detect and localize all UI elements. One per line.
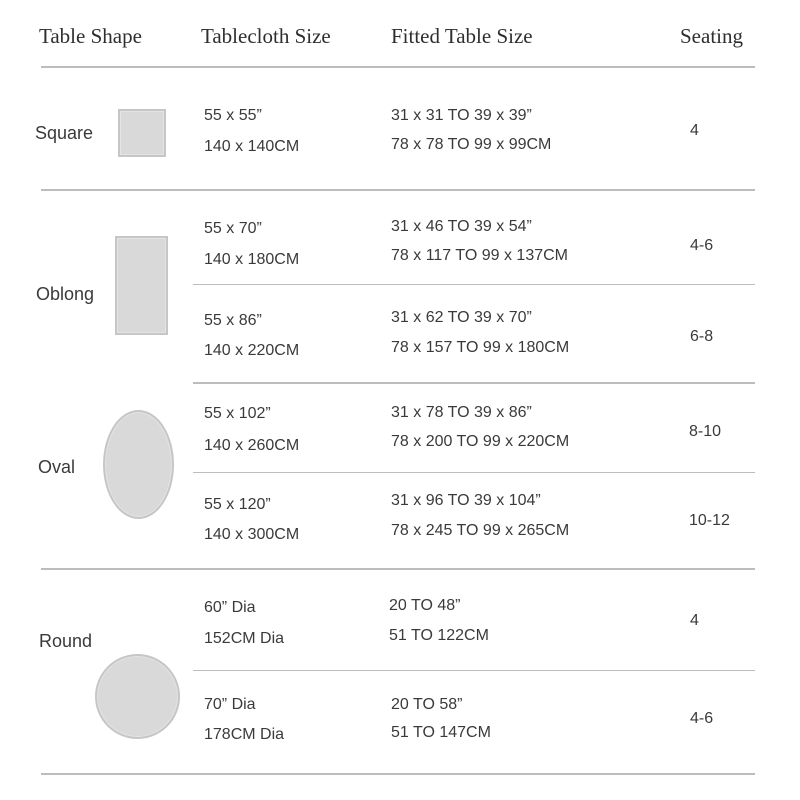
group-divider-square: [41, 189, 755, 191]
header-fitted-table-size: Fitted Table Size: [391, 24, 533, 48]
cloth-cm: 140 x 180CM: [204, 251, 300, 268]
fitted-inches: 20 TO 48”: [389, 597, 461, 614]
cloth-cm: 140 x 260CM: [204, 437, 300, 454]
fitted-cm: 78 x 157 TO 99 x 180CM: [391, 339, 570, 356]
seating-value: 4-6: [690, 237, 714, 254]
group-divider-oblong: [193, 382, 755, 384]
header-tablecloth-size: Tablecloth Size: [201, 24, 331, 48]
row-divider-oblong: [193, 284, 755, 285]
cloth-inches: 55 x 102”: [204, 405, 271, 422]
fitted-inches: 31 x 96 TO 39 x 104”: [391, 492, 541, 509]
cloth-inches: 55 x 120”: [204, 496, 271, 513]
fitted-inches: 31 x 46 TO 39 x 54”: [391, 218, 532, 235]
seating-value: 4: [690, 612, 699, 629]
fitted-cm: 78 x 245 TO 99 x 265CM: [391, 522, 570, 539]
seating-value: 8-10: [689, 423, 722, 440]
fitted-cm: 51 TO 147CM: [391, 724, 491, 741]
fitted-cm: 51 TO 122CM: [389, 627, 489, 644]
header-table-shape: Table Shape: [39, 24, 142, 48]
fitted-cm: 78 x 200 TO 99 x 220CM: [391, 433, 570, 450]
fitted-inches: 31 x 31 TO 39 x 39”: [391, 107, 532, 124]
cloth-cm: 140 x 140CM: [204, 138, 300, 155]
seating-value: 4-6: [690, 710, 714, 727]
header-seating: Seating: [680, 24, 743, 48]
seating-value: 4: [690, 122, 699, 139]
oval-table-icon: [103, 410, 174, 519]
cloth-inches: 55 x 70”: [204, 220, 262, 237]
fitted-inches: 31 x 62 TO 39 x 70”: [391, 309, 532, 326]
cloth-cm: 152CM Dia: [204, 630, 285, 647]
header-divider: [41, 66, 755, 68]
fitted-cm: 78 x 117 TO 99 x 137CM: [391, 247, 568, 264]
cloth-inches: 55 x 55”: [204, 107, 262, 124]
shape-label-oval: Oval: [38, 457, 76, 477]
shape-label-round: Round: [39, 631, 93, 651]
row-divider-oval: [193, 472, 755, 473]
cloth-inches: 70” Dia: [204, 696, 256, 713]
cloth-cm: 178CM Dia: [204, 726, 285, 743]
cloth-cm: 140 x 300CM: [204, 526, 300, 543]
seating-value: 6-8: [690, 328, 714, 345]
shape-label-oblong: Oblong: [36, 284, 95, 304]
fitted-inches: 31 x 78 TO 39 x 86”: [391, 404, 532, 421]
square-table-icon: [118, 109, 166, 157]
row-divider-round: [193, 670, 755, 671]
fitted-cm: 78 x 78 TO 99 x 99CM: [391, 136, 552, 153]
group-divider-oval: [41, 568, 755, 570]
oblong-table-icon: [115, 236, 168, 335]
cloth-cm: 140 x 220CM: [204, 342, 300, 359]
bottom-divider: [41, 773, 755, 775]
seating-value: 10-12: [689, 512, 730, 529]
fitted-inches: 20 TO 58”: [391, 696, 463, 713]
cloth-inches: 60” Dia: [204, 599, 256, 616]
round-table-icon: [95, 654, 180, 739]
shape-label-square: Square: [35, 123, 94, 143]
cloth-inches: 55 x 86”: [204, 312, 262, 329]
